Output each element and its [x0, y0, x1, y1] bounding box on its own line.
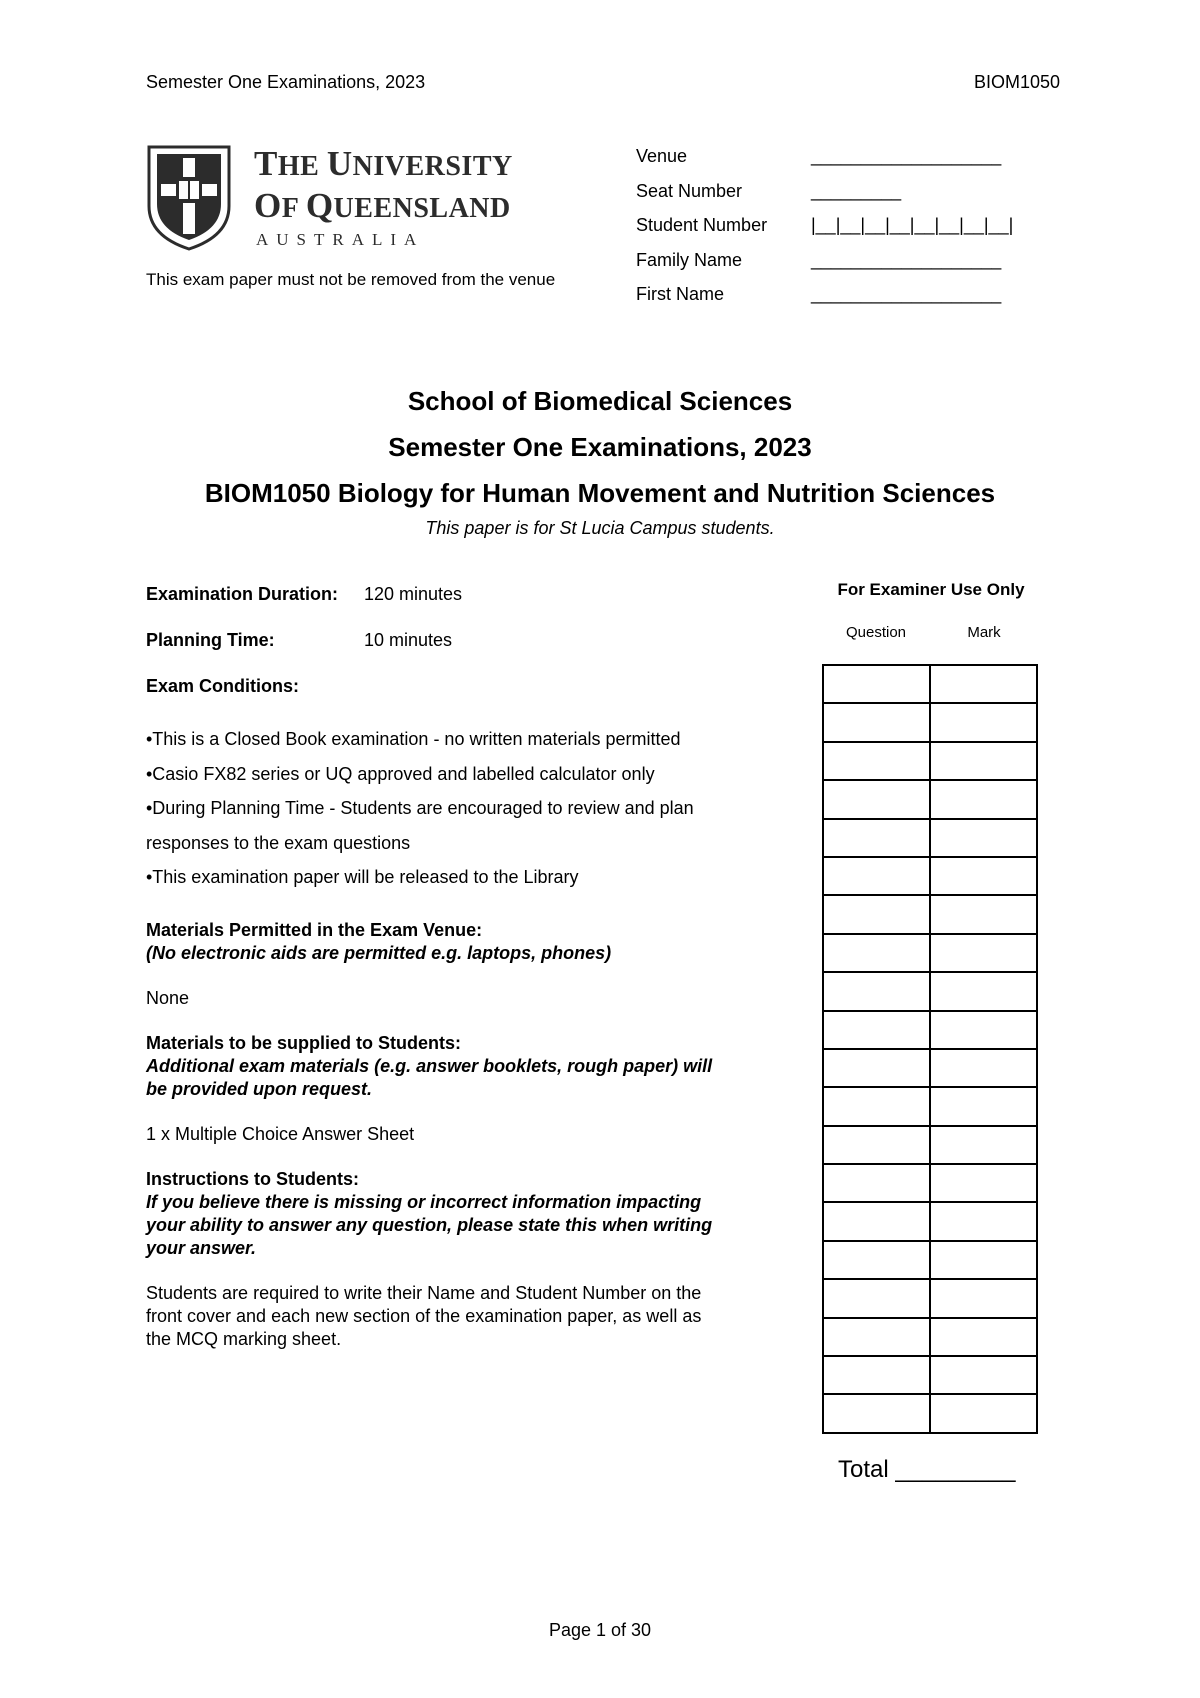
- header-course-code: BIOM1050: [973, 72, 1060, 92]
- mark-cell: [930, 1356, 1037, 1394]
- question-cell: [823, 665, 930, 703]
- condition-item: •This examination paper will be released to the Library: [146, 867, 579, 887]
- marks-table-row: [823, 819, 1037, 857]
- conditions-list: [146, 722, 806, 895]
- mark-cell: [930, 819, 1037, 857]
- venue-label: Venue: [636, 146, 688, 166]
- condition-item: •Casio FX82 series or UQ approved and labelled calculator only: [146, 763, 655, 784]
- mark-cell: [930, 1394, 1037, 1432]
- student-number-label: Student Number: [636, 215, 768, 235]
- page-number: Page 1 of 30: [548, 1620, 652, 1640]
- logo-wordmark-line1: THE UNIVERSITY: [254, 144, 513, 183]
- first-name-field: ___________________: [811, 284, 1002, 304]
- conditions-label: Exam Conditions:: [146, 676, 300, 696]
- question-cell: [823, 1356, 930, 1394]
- campus-note: This paper is for St Lucia Campus students.: [425, 518, 775, 538]
- school-title: School of Biomedical Sciences: [407, 386, 793, 416]
- duration-value: 120 minutes: [364, 584, 463, 604]
- question-cell: [823, 1087, 930, 1125]
- seat-number-label: Seat Number: [636, 180, 743, 201]
- materials-supplied-note: Additional exam materials (e.g. answer booklets, rough paper) will: [146, 1055, 713, 1076]
- marks-table-row: [823, 1049, 1037, 1087]
- materials-permitted-section: [146, 919, 806, 1010]
- mark-cell: [930, 1087, 1037, 1125]
- duration-row: [146, 580, 806, 626]
- family-name-label: Family Name: [636, 249, 743, 270]
- question-cell: [823, 780, 930, 818]
- university-crest-icon: [146, 144, 232, 252]
- instructions-section: [146, 1168, 806, 1351]
- marks-table-row: [823, 742, 1037, 780]
- mark-column-header: Mark: [967, 624, 1001, 641]
- condition-item: •This is a Closed Book examination - no written materials permitted: [146, 729, 681, 749]
- question-cell: [823, 857, 930, 895]
- materials-permitted-note: (No electronic aids are permitted e.g. laptops, phones): [146, 942, 612, 963]
- university-logo: [146, 144, 566, 254]
- materials-supplied-label: Materials to be supplied to Students:: [146, 1032, 462, 1053]
- marks-table-row: [823, 972, 1037, 1010]
- instructions-note: If you believe there is missing or incorrect information impacting: [146, 1191, 702, 1212]
- condition-item: •During Planning Time - Students are encouraged to review and plan: [146, 798, 694, 818]
- mark-cell: [930, 1318, 1037, 1356]
- examiner-use-title: For Examiner Use Only: [837, 580, 1025, 599]
- marks-table-row: [823, 1087, 1037, 1125]
- marks-table-row: [823, 780, 1037, 818]
- materials-supplied-section: [146, 1032, 806, 1146]
- instructions-body: [146, 1282, 806, 1351]
- course-title: BIOM1050 Biology for Human Movement and Nutrition Sciences: [204, 478, 996, 508]
- question-cell: [823, 1011, 930, 1049]
- marks-table-row: [823, 1011, 1037, 1049]
- student-number-field: |__|__|__|__|__|__|__|__|: [811, 215, 1014, 235]
- instructions-body-line: Students are required to write their Name and Student Number on the: [146, 1282, 702, 1303]
- marks-table-row: [823, 1164, 1037, 1202]
- logo-wordmark-line2: OF QUEENSLAND: [254, 186, 511, 225]
- marks-table-row: [823, 1202, 1037, 1240]
- question-cell: [823, 1394, 930, 1432]
- total-mark: Total _________: [838, 1456, 1016, 1483]
- mark-cell: [930, 1049, 1037, 1087]
- question-cell: [823, 972, 930, 1010]
- mark-cell: [930, 780, 1037, 818]
- mark-cell: [930, 1279, 1037, 1317]
- mark-cell: [930, 895, 1037, 933]
- instructions-note: your ability to answer any question, please state this when writing: [146, 1214, 713, 1235]
- exam-details: [146, 580, 806, 1351]
- mark-cell: [930, 1202, 1037, 1240]
- materials-supplied-note: be provided upon request.: [146, 1078, 373, 1099]
- instructions-body-line: front cover and each new section of the examination paper, as well as: [146, 1305, 702, 1326]
- duration-label: Examination Duration:: [146, 584, 339, 604]
- planning-row: [146, 626, 806, 672]
- exam-period-title: Semester One Examinations, 2023: [388, 432, 812, 462]
- mark-cell: [930, 972, 1037, 1010]
- question-cell: [823, 703, 930, 741]
- examiner-column-headers: [822, 624, 1040, 644]
- question-column-header: Question: [845, 624, 907, 641]
- mark-cell: [930, 934, 1037, 972]
- question-cell: [823, 1049, 930, 1087]
- family-name-field: ___________________: [811, 249, 1002, 270]
- marks-table-row: [823, 1279, 1037, 1317]
- planning-value: 10 minutes: [364, 630, 453, 650]
- mark-cell: [930, 703, 1037, 741]
- examiner-use-box: [822, 580, 1040, 644]
- question-cell: [823, 742, 930, 780]
- materials-permitted-value: None: [146, 987, 190, 1008]
- exam-titles: [0, 378, 1200, 539]
- question-cell: [823, 895, 930, 933]
- question-cell: [823, 1241, 930, 1279]
- marks-table-row: [823, 934, 1037, 972]
- marks-table-row: [823, 895, 1037, 933]
- marks-table-row: [823, 1241, 1037, 1279]
- question-cell: [823, 1202, 930, 1240]
- marks-table-row: [823, 703, 1037, 741]
- condition-item: responses to the exam questions: [146, 832, 411, 853]
- materials-supplied-value: 1 x Multiple Choice Answer Sheet: [146, 1123, 415, 1144]
- instructions-body-line: the MCQ marking sheet.: [146, 1328, 342, 1349]
- marks-table-row: [823, 1126, 1037, 1164]
- logo-wordmark-line3: AUSTRALIA: [256, 230, 425, 249]
- seat-number-field: _________: [811, 180, 902, 201]
- question-cell: [823, 1126, 930, 1164]
- mark-cell: [930, 1126, 1037, 1164]
- marks-table-row: [823, 665, 1037, 703]
- header-exam-period: Semester One Examinations, 2023: [146, 72, 426, 92]
- mark-cell: [930, 1164, 1037, 1202]
- first-name-label: First Name: [636, 284, 725, 304]
- mark-cell: [930, 1011, 1037, 1049]
- question-cell: [823, 1164, 930, 1202]
- marks-table-row: [823, 857, 1037, 895]
- marks-table-row: [823, 1318, 1037, 1356]
- mark-cell: [930, 665, 1037, 703]
- marks-table: [822, 664, 1038, 1434]
- mark-cell: [930, 857, 1037, 895]
- marks-table-row: [823, 1394, 1037, 1432]
- question-cell: [823, 1318, 930, 1356]
- removal-notice: This exam paper must not be removed from the venue: [146, 270, 556, 289]
- instructions-note: your answer.: [146, 1237, 257, 1258]
- mark-cell: [930, 742, 1037, 780]
- question-cell: [823, 1279, 930, 1317]
- materials-permitted-label: Materials Permitted in the Exam Venue:: [146, 919, 483, 940]
- question-cell: [823, 819, 930, 857]
- question-cell: [823, 934, 930, 972]
- instructions-label: Instructions to Students:: [146, 1168, 359, 1189]
- marks-table-row: [823, 1356, 1037, 1394]
- planning-label: Planning Time:: [146, 630, 275, 650]
- venue-field: ___________________: [811, 146, 1002, 166]
- mark-cell: [930, 1241, 1037, 1279]
